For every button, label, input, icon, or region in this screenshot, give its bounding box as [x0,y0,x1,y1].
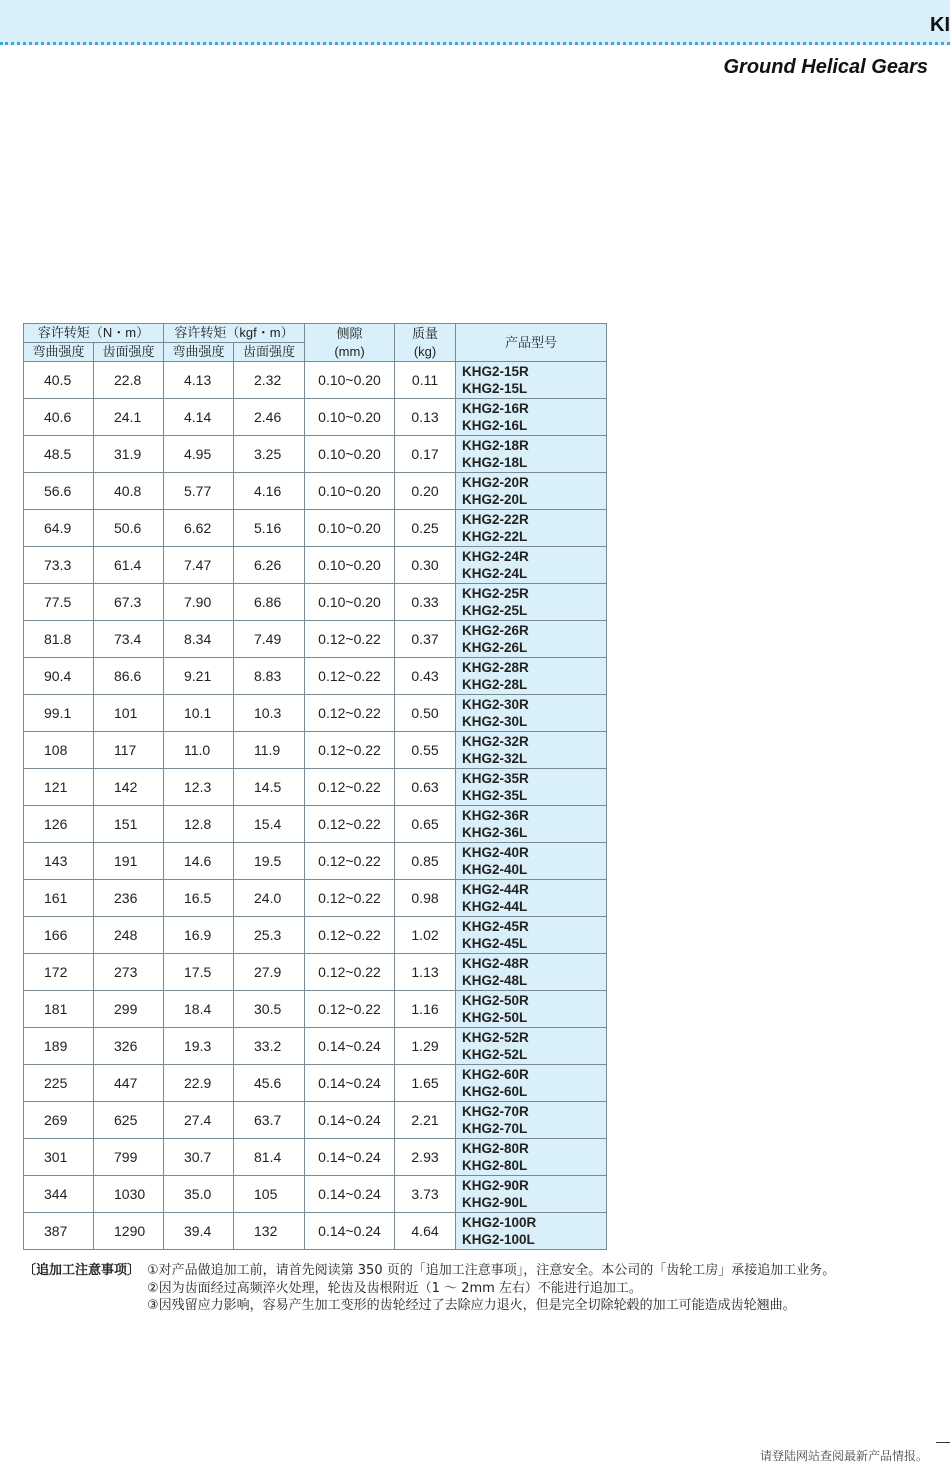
cell-model [456,1065,607,1102]
header-mass: 质量 (kg) [395,324,456,362]
table-row [24,473,607,510]
cell-bending-kgf: 11.0 [164,732,234,769]
cell-surface-nm: 273 [94,954,164,991]
page-subtitle: Ground Helical Gears [723,56,928,78]
model-right-hand: KHG2-30R [462,696,529,712]
cell-bending-kgf: 4.14 [164,399,234,436]
table-row [24,1213,607,1250]
model-right-hand: KHG2-22R [462,511,529,527]
cell-backlash: 0.14~0.24 [305,1176,395,1213]
model-left-hand: KHG2-28L [462,677,528,692]
cell-backlash: 0.14~0.24 [305,1102,395,1139]
cell-model [456,1102,607,1139]
model-left-hand: KHG2-45L [462,936,528,951]
table-row [24,695,607,732]
cell-bending-nm: 269 [24,1102,94,1139]
model-right-hand: KHG2-18R [462,437,529,453]
model-left-hand: KHG2-15L [462,381,528,396]
cell-model [456,917,607,954]
model-left-hand: KHG2-20L [462,492,528,507]
cell-mass: 0.30 [395,547,456,584]
header-model: 产品型号 [456,324,607,362]
model-left-hand: KHG2-50L [462,1010,528,1025]
cell-model [456,621,607,658]
cell-surface-nm: 1030 [94,1176,164,1213]
cell-surface-nm: 326 [94,1028,164,1065]
cell-model [456,991,607,1028]
cell-bending-kgf: 35.0 [164,1176,234,1213]
cell-mass: 0.55 [395,732,456,769]
cell-surface-nm: 236 [94,880,164,917]
model-right-hand: KHG2-80R [462,1140,529,1156]
cell-mass: 0.20 [395,473,456,510]
cell-model [456,399,607,436]
cell-backlash: 0.12~0.22 [305,695,395,732]
cell-backlash: 0.12~0.22 [305,917,395,954]
cell-model [456,362,607,399]
cell-surface-kgf: 63.7 [234,1102,305,1139]
cell-bending-kgf: 9.21 [164,658,234,695]
model-left-hand: KHG2-52L [462,1047,528,1062]
model-left-hand: KHG2-22L [462,529,528,544]
cell-bending-nm: 77.5 [24,584,94,621]
cell-backlash: 0.10~0.20 [305,584,395,621]
cell-backlash: 0.12~0.22 [305,843,395,880]
cell-model [456,473,607,510]
cell-model [456,547,607,584]
cell-surface-nm: 151 [94,806,164,843]
cell-surface-kgf: 3.25 [234,436,305,473]
cell-bending-kgf: 7.90 [164,584,234,621]
cell-mass: 1.29 [395,1028,456,1065]
cell-bending-kgf: 5.77 [164,473,234,510]
header-band [0,0,950,45]
header-torque-kgfm: 容许转矩（kgf・m） [164,324,305,343]
cell-surface-kgf: 2.32 [234,362,305,399]
cell-bending-kgf: 12.3 [164,769,234,806]
section-tab-code: KI [930,14,950,36]
cell-surface-kgf: 81.4 [234,1139,305,1176]
cell-bending-nm: 108 [24,732,94,769]
cell-model [456,1213,607,1250]
cell-mass: 0.65 [395,806,456,843]
cell-bending-nm: 181 [24,991,94,1028]
cell-bending-kgf: 4.95 [164,436,234,473]
cell-backlash: 0.12~0.22 [305,991,395,1028]
cell-surface-kgf: 11.9 [234,732,305,769]
cell-mass: 2.21 [395,1102,456,1139]
cell-bending-nm: 344 [24,1176,94,1213]
model-left-hand: KHG2-70L [462,1121,528,1136]
table-row [24,584,607,621]
cell-bending-nm: 90.4 [24,658,94,695]
cell-surface-nm: 73.4 [94,621,164,658]
model-right-hand: KHG2-52R [462,1029,529,1045]
cell-backlash: 0.12~0.22 [305,621,395,658]
cell-bending-kgf: 14.6 [164,843,234,880]
cell-surface-kgf: 27.9 [234,954,305,991]
model-left-hand: KHG2-25L [462,603,528,618]
cell-bending-kgf: 27.4 [164,1102,234,1139]
cell-model [456,1176,607,1213]
cell-surface-nm: 117 [94,732,164,769]
cell-bending-kgf: 7.47 [164,547,234,584]
table-row [24,880,607,917]
cell-surface-kgf: 14.5 [234,769,305,806]
cell-model [456,436,607,473]
cell-surface-nm: 22.8 [94,362,164,399]
cell-mass: 0.63 [395,769,456,806]
cell-bending-kgf: 16.9 [164,917,234,954]
cell-mass: 0.17 [395,436,456,473]
cell-bending-kgf: 18.4 [164,991,234,1028]
cell-surface-nm: 1290 [94,1213,164,1250]
cell-bending-nm: 189 [24,1028,94,1065]
cell-model [456,732,607,769]
model-right-hand: KHG2-26R [462,622,529,638]
cell-bending-nm: 40.6 [24,399,94,436]
cell-backlash: 0.12~0.22 [305,769,395,806]
subheader-surface-kgf: 齿面强度 [234,343,305,362]
model-right-hand: KHG2-40R [462,844,529,860]
subheader-surface-nm: 齿面强度 [94,343,164,362]
cell-bending-kgf: 8.34 [164,621,234,658]
table-row [24,510,607,547]
cell-bending-kgf: 30.7 [164,1139,234,1176]
cell-surface-kgf: 30.5 [234,991,305,1028]
model-right-hand: KHG2-60R [462,1066,529,1082]
cell-mass: 4.64 [395,1213,456,1250]
subheader-bending-kgf: 弯曲强度 [164,343,234,362]
model-right-hand: KHG2-32R [462,733,529,749]
cell-bending-kgf: 6.62 [164,510,234,547]
cell-backlash: 0.14~0.24 [305,1028,395,1065]
model-right-hand: KHG2-100R [462,1214,537,1230]
model-left-hand: KHG2-36L [462,825,528,840]
table-row [24,547,607,584]
table-row [24,362,607,399]
model-right-hand: KHG2-28R [462,659,529,675]
model-right-hand: KHG2-16R [462,400,529,416]
cell-surface-kgf: 33.2 [234,1028,305,1065]
notes-label: 〔追加工注意事项〕 [23,1263,141,1278]
cell-bending-nm: 225 [24,1065,94,1102]
table-row [24,917,607,954]
cell-backlash: 0.10~0.20 [305,436,395,473]
cell-bending-nm: 56.6 [24,473,94,510]
cell-surface-kgf: 105 [234,1176,305,1213]
table-row [24,806,607,843]
model-right-hand: KHG2-24R [462,548,529,564]
model-right-hand: KHG2-70R [462,1103,529,1119]
cell-surface-kgf: 8.83 [234,658,305,695]
spec-table-header [24,324,607,362]
cell-mass: 0.25 [395,510,456,547]
model-left-hand: KHG2-40L [462,862,528,877]
cell-mass: 0.33 [395,584,456,621]
cell-bending-nm: 161 [24,880,94,917]
cell-surface-nm: 625 [94,1102,164,1139]
cell-model [456,1139,607,1176]
table-row [24,658,607,695]
cell-bending-kgf: 16.5 [164,880,234,917]
cell-surface-nm: 799 [94,1139,164,1176]
cell-bending-nm: 172 [24,954,94,991]
model-left-hand: KHG2-44L [462,899,528,914]
cell-bending-nm: 166 [24,917,94,954]
cell-surface-nm: 31.9 [94,436,164,473]
cell-surface-kgf: 45.6 [234,1065,305,1102]
cell-bending-nm: 73.3 [24,547,94,584]
model-left-hand: KHG2-60L [462,1084,528,1099]
cell-bending-kgf: 12.8 [164,806,234,843]
table-row [24,436,607,473]
model-left-hand: KHG2-16L [462,418,528,433]
table-row [24,843,607,880]
cell-bending-kgf: 10.1 [164,695,234,732]
cell-mass: 0.11 [395,362,456,399]
note-line: ①对产品做追加工前，请首先阅读第 350 页的「追加工注意事项」，注意安全。本公司的「齿轮工房」承接追加工业务。 [147,1263,836,1278]
model-right-hand: KHG2-36R [462,807,529,823]
table-row [24,954,607,991]
cell-surface-kgf: 5.16 [234,510,305,547]
cell-backlash: 0.12~0.22 [305,954,395,991]
footer-rule [936,1442,950,1443]
table-row [24,621,607,658]
cell-surface-kgf: 25.3 [234,917,305,954]
cell-model [456,510,607,547]
cell-mass: 0.85 [395,843,456,880]
cell-bending-kgf: 39.4 [164,1213,234,1250]
cell-model [456,880,607,917]
cell-backlash: 0.12~0.22 [305,806,395,843]
cell-backlash: 0.10~0.20 [305,399,395,436]
table-row [24,1102,607,1139]
model-left-hand: KHG2-100L [462,1232,535,1247]
cell-mass: 0.50 [395,695,456,732]
cell-mass: 3.73 [395,1176,456,1213]
cell-bending-kgf: 19.3 [164,1028,234,1065]
cell-backlash: 0.14~0.24 [305,1213,395,1250]
cell-model [456,658,607,695]
table-row [24,1139,607,1176]
cell-model [456,954,607,991]
cell-bending-kgf: 4.13 [164,362,234,399]
cell-bending-nm: 143 [24,843,94,880]
model-left-hand: KHG2-30L [462,714,528,729]
table-row [24,1065,607,1102]
cell-surface-kgf: 10.3 [234,695,305,732]
cell-surface-kgf: 4.16 [234,473,305,510]
spec-table-body [24,362,607,1250]
cell-surface-nm: 447 [94,1065,164,1102]
cell-model [456,584,607,621]
cell-backlash: 0.10~0.20 [305,362,395,399]
cell-surface-nm: 61.4 [94,547,164,584]
cell-surface-nm: 40.8 [94,473,164,510]
cell-surface-kgf: 132 [234,1213,305,1250]
cell-model [456,1028,607,1065]
model-left-hand: KHG2-48L [462,973,528,988]
cell-bending-nm: 126 [24,806,94,843]
cell-mass: 1.02 [395,917,456,954]
subheader-bending-nm: 弯曲强度 [24,343,94,362]
spec-table [23,323,607,1250]
cell-model [456,806,607,843]
cell-bending-nm: 387 [24,1213,94,1250]
table-row [24,1176,607,1213]
cell-surface-nm: 24.1 [94,399,164,436]
model-right-hand: KHG2-50R [462,992,529,1008]
cell-bending-nm: 99.1 [24,695,94,732]
note-line: ③因残留应力影响，容易产生加工变形的齿轮经过了去除应力退火，但是完全切除轮毂的加工可能造成齿轮翘曲。 [147,1298,796,1313]
cell-bending-nm: 40.5 [24,362,94,399]
model-left-hand: KHG2-35L [462,788,528,803]
cell-backlash: 0.10~0.20 [305,510,395,547]
cell-model [456,843,607,880]
cell-mass: 1.65 [395,1065,456,1102]
cell-surface-kgf: 6.26 [234,547,305,584]
cell-bending-nm: 121 [24,769,94,806]
model-right-hand: KHG2-15R [462,363,529,379]
cell-mass: 0.37 [395,621,456,658]
cell-surface-kgf: 24.0 [234,880,305,917]
cell-bending-nm: 81.8 [24,621,94,658]
cell-mass: 1.13 [395,954,456,991]
cell-model [456,695,607,732]
header-torque-nm: 容许转矩（N・m） [24,324,164,343]
cell-bending-nm: 64.9 [24,510,94,547]
cell-surface-nm: 67.3 [94,584,164,621]
table-row [24,769,607,806]
note-line: ②因为齿面经过高频淬火处理，轮齿及齿根附近（1 ～ 2mm 左右）不能进行追加工。 [147,1280,642,1296]
table-row [24,399,607,436]
cell-surface-kgf: 2.46 [234,399,305,436]
cell-surface-nm: 101 [94,695,164,732]
cell-mass: 0.13 [395,399,456,436]
cell-mass: 0.98 [395,880,456,917]
cell-backlash: 0.12~0.22 [305,658,395,695]
model-left-hand: KHG2-32L [462,751,528,766]
cell-backlash: 0.14~0.24 [305,1065,395,1102]
cell-bending-nm: 301 [24,1139,94,1176]
model-left-hand: KHG2-80L [462,1158,528,1173]
cell-bending-kgf: 22.9 [164,1065,234,1102]
cell-backlash: 0.10~0.20 [305,473,395,510]
cell-backlash: 0.12~0.22 [305,880,395,917]
model-right-hand: KHG2-45R [462,918,529,934]
cell-model [456,769,607,806]
cell-surface-kgf: 19.5 [234,843,305,880]
cell-surface-kgf: 15.4 [234,806,305,843]
model-right-hand: KHG2-25R [462,585,529,601]
cell-surface-kgf: 6.86 [234,584,305,621]
table-row [24,1028,607,1065]
cell-backlash: 0.14~0.24 [305,1139,395,1176]
model-right-hand: KHG2-48R [462,955,529,971]
cell-surface-nm: 142 [94,769,164,806]
model-right-hand: KHG2-90R [462,1177,529,1193]
model-left-hand: KHG2-90L [462,1195,528,1210]
cell-surface-nm: 86.6 [94,658,164,695]
cell-surface-nm: 248 [94,917,164,954]
cell-backlash: 0.10~0.20 [305,547,395,584]
cell-mass: 2.93 [395,1139,456,1176]
footer-note: 请登陆网站查阅最新产品情报。 [759,1449,928,1463]
cell-bending-nm: 48.5 [24,436,94,473]
notes-lines [147,1262,835,1315]
model-left-hand: KHG2-18L [462,455,528,470]
cell-bending-kgf: 17.5 [164,954,234,991]
model-right-hand: KHG2-44R [462,881,529,897]
cell-mass: 1.16 [395,991,456,1028]
cell-surface-nm: 299 [94,991,164,1028]
model-right-hand: KHG2-35R [462,770,529,786]
cell-surface-kgf: 7.49 [234,621,305,658]
cell-backlash: 0.12~0.22 [305,732,395,769]
model-right-hand: KHG2-20R [462,474,529,490]
cell-mass: 0.43 [395,658,456,695]
cell-surface-nm: 191 [94,843,164,880]
table-row [24,991,607,1028]
table-row [24,732,607,769]
model-left-hand: KHG2-24L [462,566,528,581]
header-backlash: 侧隙 (mm) [305,324,395,362]
cell-surface-nm: 50.6 [94,510,164,547]
model-left-hand: KHG2-26L [462,640,528,655]
